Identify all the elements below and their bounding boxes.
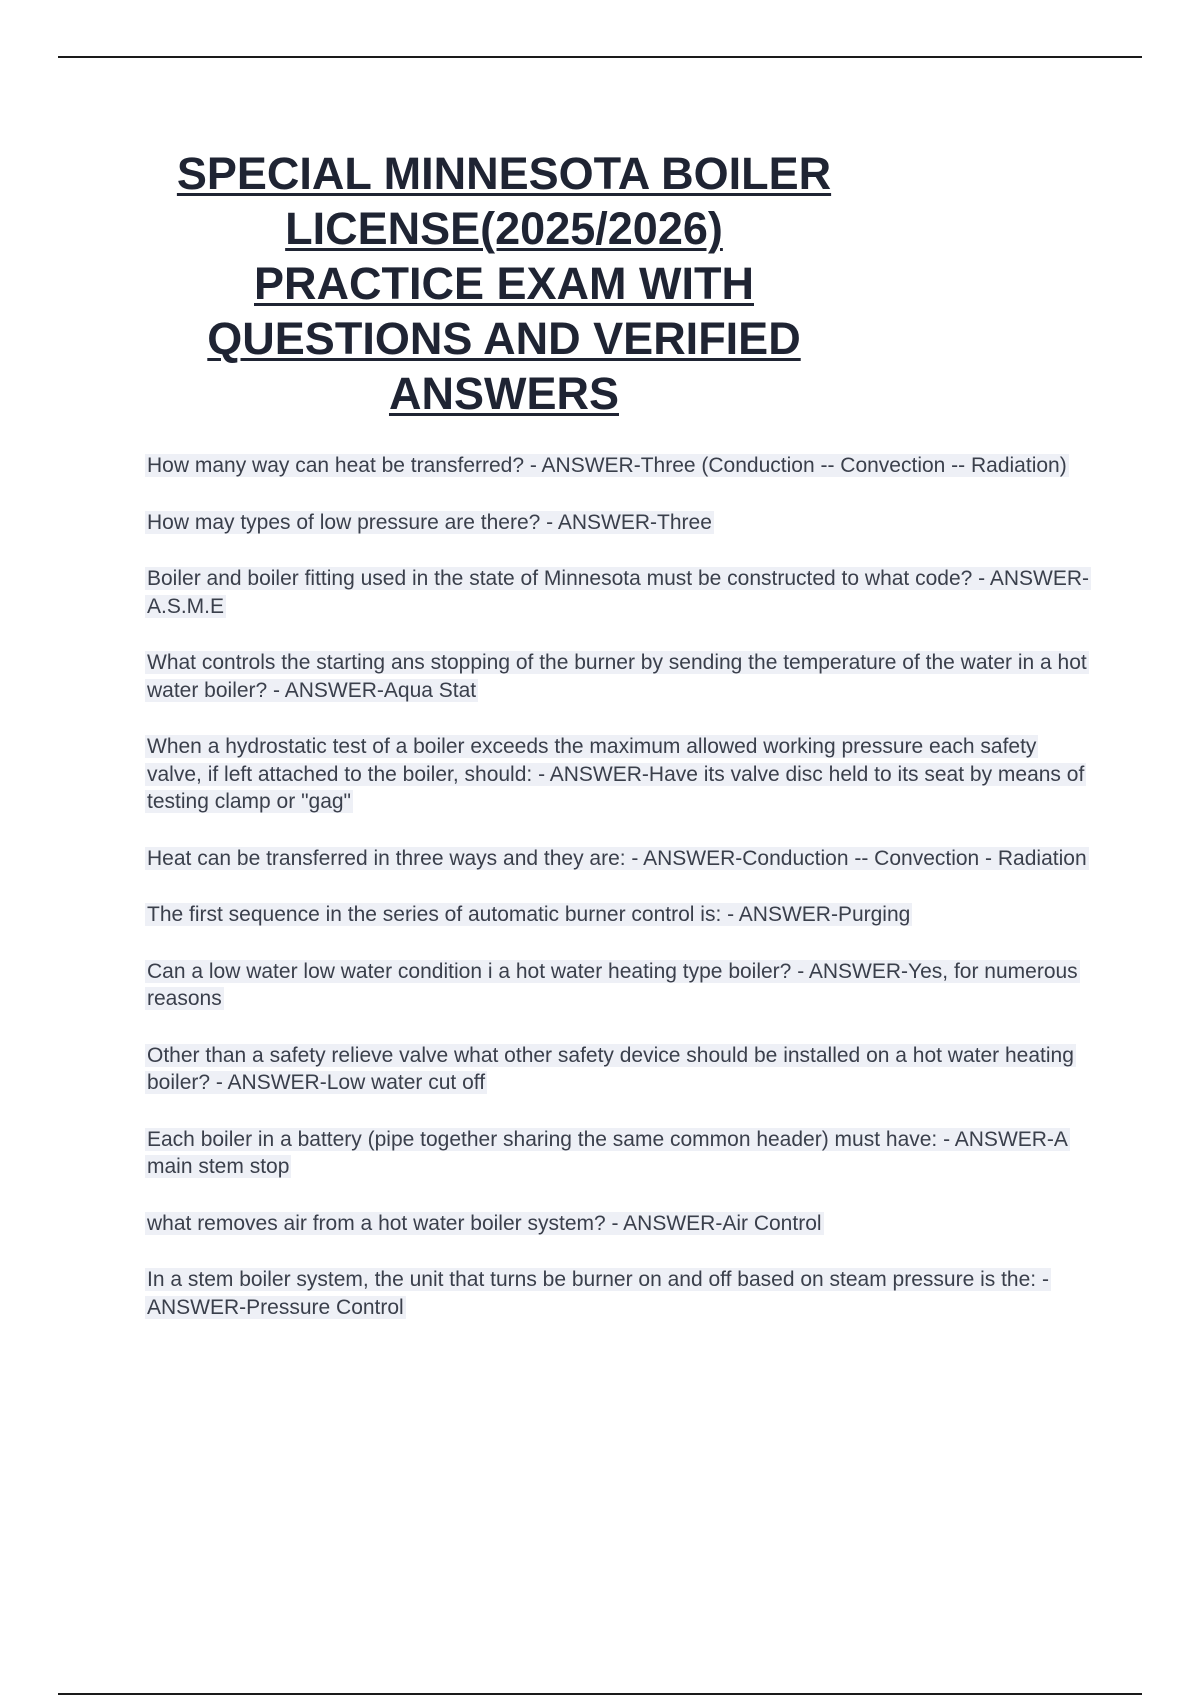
qa-item: Other than a safety relieve valve what other safety device should be installed on a hot water heating boiler? - ANSWER-Low water cut off	[147, 1043, 1074, 1094]
title-line: PRACTICE EXAM WITH	[254, 258, 754, 309]
qa-item: How many way can heat be transferred? - ANSWER-Three (Conduction -- Convection -- Radiation)	[147, 454, 1067, 477]
title-line: ANSWERS	[388, 368, 619, 419]
document-title	[100, 146, 908, 421]
title-line: LICENSE(2025/2026)	[285, 203, 723, 254]
qa-item: In a stem boiler system, the unit that turns be burner on and off based on steam pressure is the: - ANSWER-Pressure Control	[147, 1268, 1049, 1319]
qa-item: Can a low water low water condition i a hot water heating type boiler? - ANSWER-Yes, for numerous reasons	[147, 959, 1078, 1010]
qa-item: The first sequence in the series of automatic burner control is: - ANSWER-Purging	[147, 903, 911, 926]
question-answer-list	[145, 452, 1090, 1350]
qa-item: When a hydrostatic test of a boiler exceeds the maximum allowed working pressure each safety valve, if left attached to the boiler, should: - ANSWER-Have its valve disc held to its seat by means of testing clamp or "gag"	[147, 735, 1085, 813]
qa-item: Each boiler in a battery (pipe together sharing the same common header) must have: - ANSWER-A main stem stop	[147, 1127, 1068, 1178]
qa-item: Heat can be transferred in three ways and they are: - ANSWER-Conduction -- Convection - Radiation	[147, 846, 1087, 870]
bottom-rule	[58, 1693, 1142, 1695]
title-line: SPECIAL MINNESOTA BOILER	[176, 148, 832, 199]
title-line: QUESTIONS AND VERIFIED	[207, 313, 801, 364]
qa-item: Boiler and boiler fitting used in the state of Minnesota must be constructed to what code? - ANSWER-A.S.M.E	[147, 567, 1089, 618]
top-rule	[58, 56, 1142, 58]
qa-item: What controls the starting ans stopping of the burner by sending the temperature of the water in a hot water boiler? - ANSWER-Aqua Stat	[147, 651, 1087, 702]
qa-item: what removes air from a hot water boiler system? - ANSWER-Air Control	[147, 1211, 822, 1235]
qa-item: How may types of low pressure are there? - ANSWER-Three	[147, 510, 712, 534]
